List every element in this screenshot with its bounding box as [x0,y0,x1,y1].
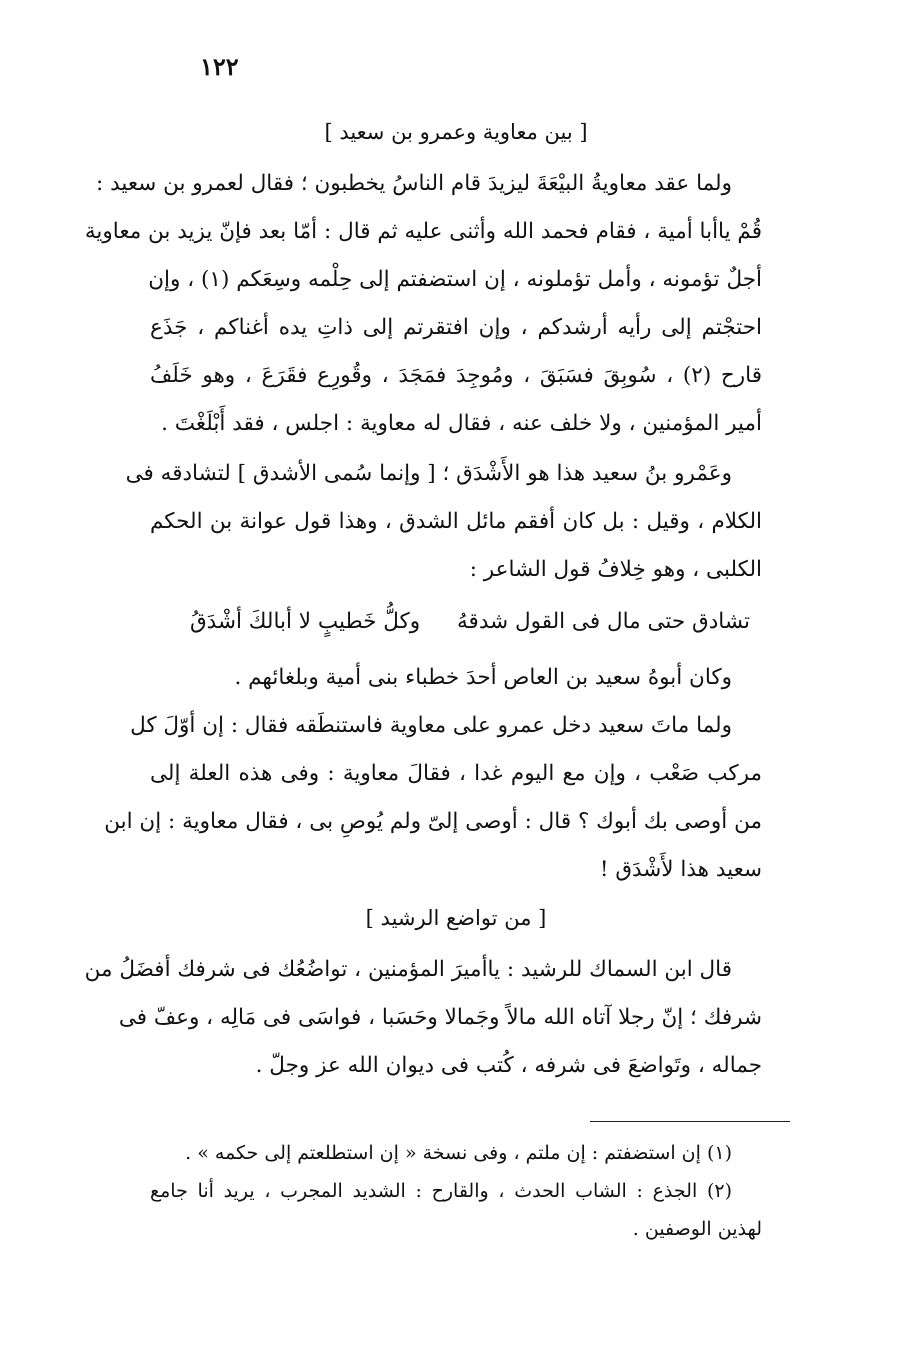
text-line: من أوصى بك أبوك ؟ قال : أوصى إلىّ ولم يُوصِ بى ، فقال معاوية : إن ابن [104,809,762,834]
text-line: أجلٌ تؤمونه ، وأمل تؤملونه ، إن استضفتم إلى حِلْمه وسِعَكم (١) ، وإن [148,267,762,292]
text-line: ولما عقد معاويةُ البيْعَةَ ليزيدَ قام الناسُ يخطبون ؛ فقال لعمرو بن سعيد : [96,171,732,196]
text-line: سعيد هذا لأَشْدَق ! [599,857,762,882]
paragraph-4 [104,702,762,894]
text-line: جماله ، وتَواضعَ فى شرفه ، كُتب فى ديوان الله عز وجلّ . [255,1053,762,1078]
text-line: الكلبى ، وهو خِلافُ قول الشاعر : [469,557,762,582]
text-line: وعَمْرو بنُ سعيد هذا هو الأَشْدَق ؛ [ وإنما سُمى الأشدق ] لتشادقه فى [125,461,732,486]
text-line: أمير المؤمنين ، ولا خلف عنه ، فقال له معاوية : اجلس ، فقد أَبْلَغْتَ . [161,411,762,436]
text-line: احتجْتم إلى رأيه أرشدكم ، وإن افتقرتم إلى ذاتِ يده أغناكم ، جَذَع [150,315,762,340]
text-line: وكان أبوهُ سعيد بن العاص أحدَ خطباء بنى أمية وبلغائهم . [234,665,732,690]
text-line: مركب صَعْب ، وإن مع اليوم غدا ، فقالَ معاوية : وفى هذه العلة إلى [150,761,762,786]
verse-second-hemistich: وكلُّ خَطيبٍ لا أبالكَ أشْدَقُ [190,609,421,634]
page-number: ١٢٢ [200,52,239,81]
paragraph-1 [84,160,762,448]
text-line: قارح (٢) ، سُوبِقَ فسَبَقَ ، ومُوجِدَ فمَجَدَ ، وقُورِع فقَرَعَ ، وهو خَلَفُ [150,363,762,388]
paragraph-3 [150,654,762,702]
paragraph-2 [125,450,762,594]
verse-first-hemistich: تشادق حتى مال فى القول شدقهُ [457,609,750,634]
footnote-2: (٢) الجذع : الشاب الحدث ، والقارح : الشديد المجرب ، يريد أنا جامع [150,1180,732,1202]
paragraph-rashid [84,946,762,1090]
text-line: شرفك ؛ إنّ رجلا آتاه الله مالاً وجَمالا وحَسَبا ، فواسَى فى مَالِه ، وعفّ فى [118,1005,762,1030]
poetry-verse [190,598,750,646]
section-heading-rashid-humility: [ من تواضع الرشيد ] [365,906,547,930]
footnote-divider [590,1121,790,1122]
footnote-2-continuation: لهذين الوصفين . [632,1218,762,1240]
text-line: الكلام ، وقيل : بل كان أفقم مائل الشدق ، وهذا قول عوانة بن الحكم [150,509,762,534]
text-line: قال ابن السماك للرشيد : ياأميرَ المؤمنين ، تواضُعُك فى شرفك أفضَلُ من [84,957,732,982]
footnotes [150,1134,762,1248]
section-heading-muawiya-amr: [ بين معاوية وعمرو بن سعيد ] [324,120,588,144]
text-line: ولما ماتَ سعيد دخل عمرو على معاوية فاستنطَقه فقال : إن أوّلَ كل [130,713,732,738]
footnote-1: (١) إن استضفتم : إن ملتم ، وفى نسخة « إن استطلعتم إلى حكمه » . [185,1142,732,1164]
text-line: قُمْ ياأبا أمية ، فقام فحمد الله وأثنى عليه ثم قال : أمّا بعد فإنّ يزيد بن معاوية [84,219,762,244]
